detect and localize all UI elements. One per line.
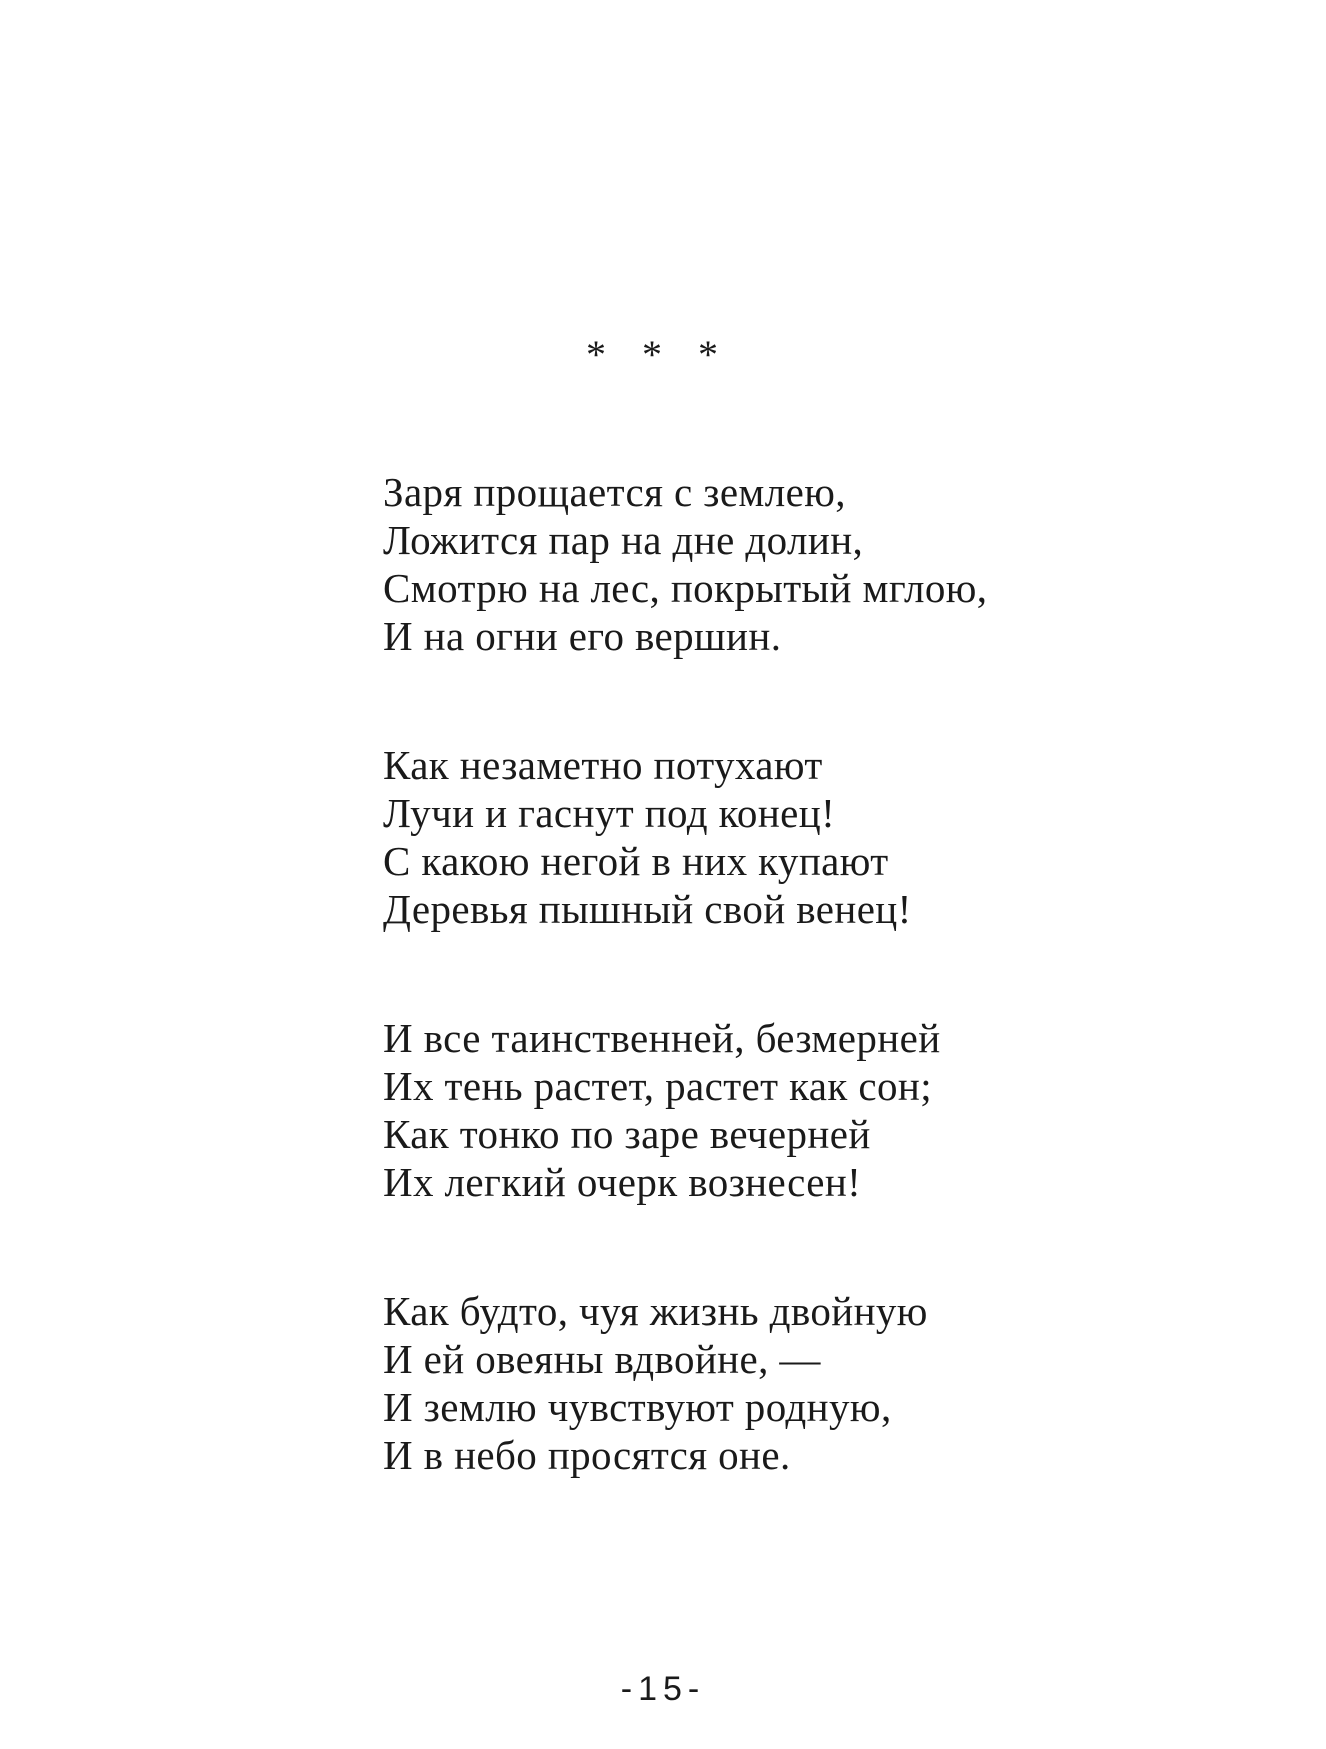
poem-line: Деревья пышный свой венец! [383, 886, 912, 932]
poem-line: Как будто, чуя жизнь двойную [383, 1288, 928, 1334]
poem [383, 468, 1183, 1560]
poem-line: С какою негой в них купают [383, 838, 889, 884]
poem-line: Их тень растет, растет как сон; [383, 1063, 932, 1109]
poem-line: Лучи и гаснут под конец! [383, 790, 836, 836]
stanza-4 [383, 1287, 1183, 1479]
poem-line: Как тонко по заре вечерней [383, 1111, 871, 1157]
page-number: -15- [620, 1670, 706, 1708]
section-ornament [0, 332, 1326, 377]
poem-line: И землю чувствуют родную, [383, 1384, 892, 1430]
stanza-3 [383, 1014, 1183, 1206]
stanza-2 [383, 741, 1183, 933]
poem-line: Заря прощается с землею, [383, 469, 846, 515]
poem-line: Ложится пар на дне долин, [383, 517, 864, 563]
asterisk: * [642, 332, 684, 377]
poem-line: Их легкий очерк вознесен! [383, 1159, 862, 1205]
asterisk: * [698, 332, 740, 377]
poem-line: И все таинственней, безмерней [383, 1015, 941, 1061]
poem-line: Смотрю на лес, покрытый мглою, [383, 565, 988, 611]
poem-line: И на огни его вершин. [383, 613, 782, 659]
poem-line: Как незаметно потухают [383, 742, 823, 788]
asterisk: * [586, 332, 628, 377]
poem-line: И в небо просятся оне. [383, 1432, 791, 1478]
stanza-1 [383, 468, 1183, 660]
poem-line: И ей овеяны вдвойне, — [383, 1336, 821, 1382]
